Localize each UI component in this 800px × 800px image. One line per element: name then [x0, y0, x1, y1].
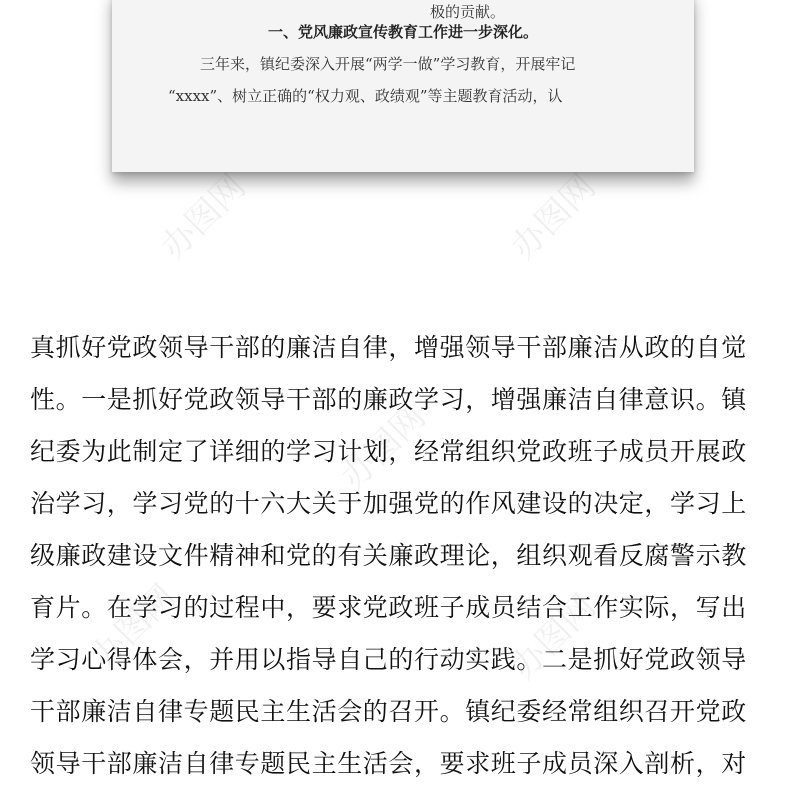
body-line: 纪委为此制定了详细的学习计划，经常组织党政班子成员开展政: [30, 437, 747, 466]
card-section-heading: 一、党风廉政宣传教育工作进一步深化。: [267, 23, 538, 41]
body-line: 性。一是抓好党政领导干部的廉政学习，增强廉洁自律意识。镇: [30, 385, 747, 414]
document-preview-card: [112, 0, 694, 172]
body-line: 学习心得体会，并用以指导自己的行动实践。二是抓好党政领导: [30, 645, 747, 674]
body-line: 真抓好党政领导干部的廉洁自律，增强领导干部廉洁从政的自觉: [30, 333, 747, 362]
body-line: 级廉政建设文件精神和党的有关廉政理论，组织观看反腐警示教: [30, 541, 747, 570]
card-fragment-text: 极的贡献。: [430, 3, 506, 21]
watermark: 办图网: [83, 576, 184, 678]
body-line: 育片。在学习的过程中，要求党政班子成员结合工作实际，写出: [30, 593, 747, 622]
body-line: 治学习，学习党的十六大关于加强党的作风建设的决定，学习上: [30, 489, 747, 518]
card-paragraph-line: “xxxx”、树立正确的“权力观、政绩观”等主题教育活动，认: [168, 87, 563, 105]
card-paragraph-line: 三年来，镇纪委深入开展“两学一做”学习教育，开展牢记: [200, 55, 576, 73]
watermark: 办图网: [333, 396, 434, 498]
body-line: 干部廉洁自律专题民主生活会的召开。镇纪委经常组织召开党政: [30, 697, 747, 726]
watermark: 办图网: [503, 586, 604, 688]
body-line: 领导干部廉洁自律专题民主生活会，要求班子成员深入剖析，对: [30, 749, 747, 778]
